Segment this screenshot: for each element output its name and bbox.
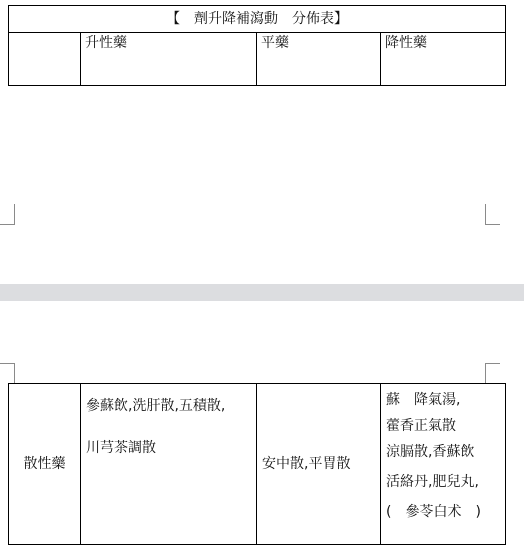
cell-line: 活絡丹,肥兒丸, <box>386 474 479 490</box>
margin-mark-bottom-left <box>0 204 15 225</box>
header-rising-herbs[interactable]: 升性藥 <box>81 33 257 86</box>
cell-neutral-dispersing[interactable]: 安中散,平胃散 <box>257 384 381 545</box>
margin-mark-bottom-right <box>485 204 500 225</box>
table-title[interactable]: 【 劑升降補瀉動 分佈表】 <box>9 6 506 33</box>
cell-line: 蘇 降氣湯, <box>386 392 461 408</box>
page-gap <box>0 284 524 301</box>
cell-falling-dispersing[interactable] <box>381 384 506 545</box>
header-falling-herbs[interactable]: 降性藥 <box>381 33 506 86</box>
margin-mark-top-left <box>0 363 15 384</box>
cell-line: 參蘇飲,洗肝散,五積散, <box>86 398 226 414</box>
distribution-table-header <box>8 5 506 86</box>
cell-line: 藿香正氣散 <box>386 418 456 434</box>
row-label-dispersing[interactable]: 散性藥 <box>9 384 81 545</box>
document-page-2 <box>0 301 524 541</box>
cell-rising-dispersing[interactable] <box>81 384 257 545</box>
margin-mark-top-right <box>485 363 500 384</box>
cell-line: ( 參苓白术 ) <box>386 504 481 520</box>
cell-line: 涼膈散,香蘇飲 <box>386 444 475 460</box>
header-empty-cell[interactable] <box>9 33 81 86</box>
header-neutral-herbs[interactable]: 平藥 <box>257 33 381 86</box>
cell-line: 川芎茶調散 <box>86 440 156 456</box>
distribution-table-body <box>8 383 506 545</box>
